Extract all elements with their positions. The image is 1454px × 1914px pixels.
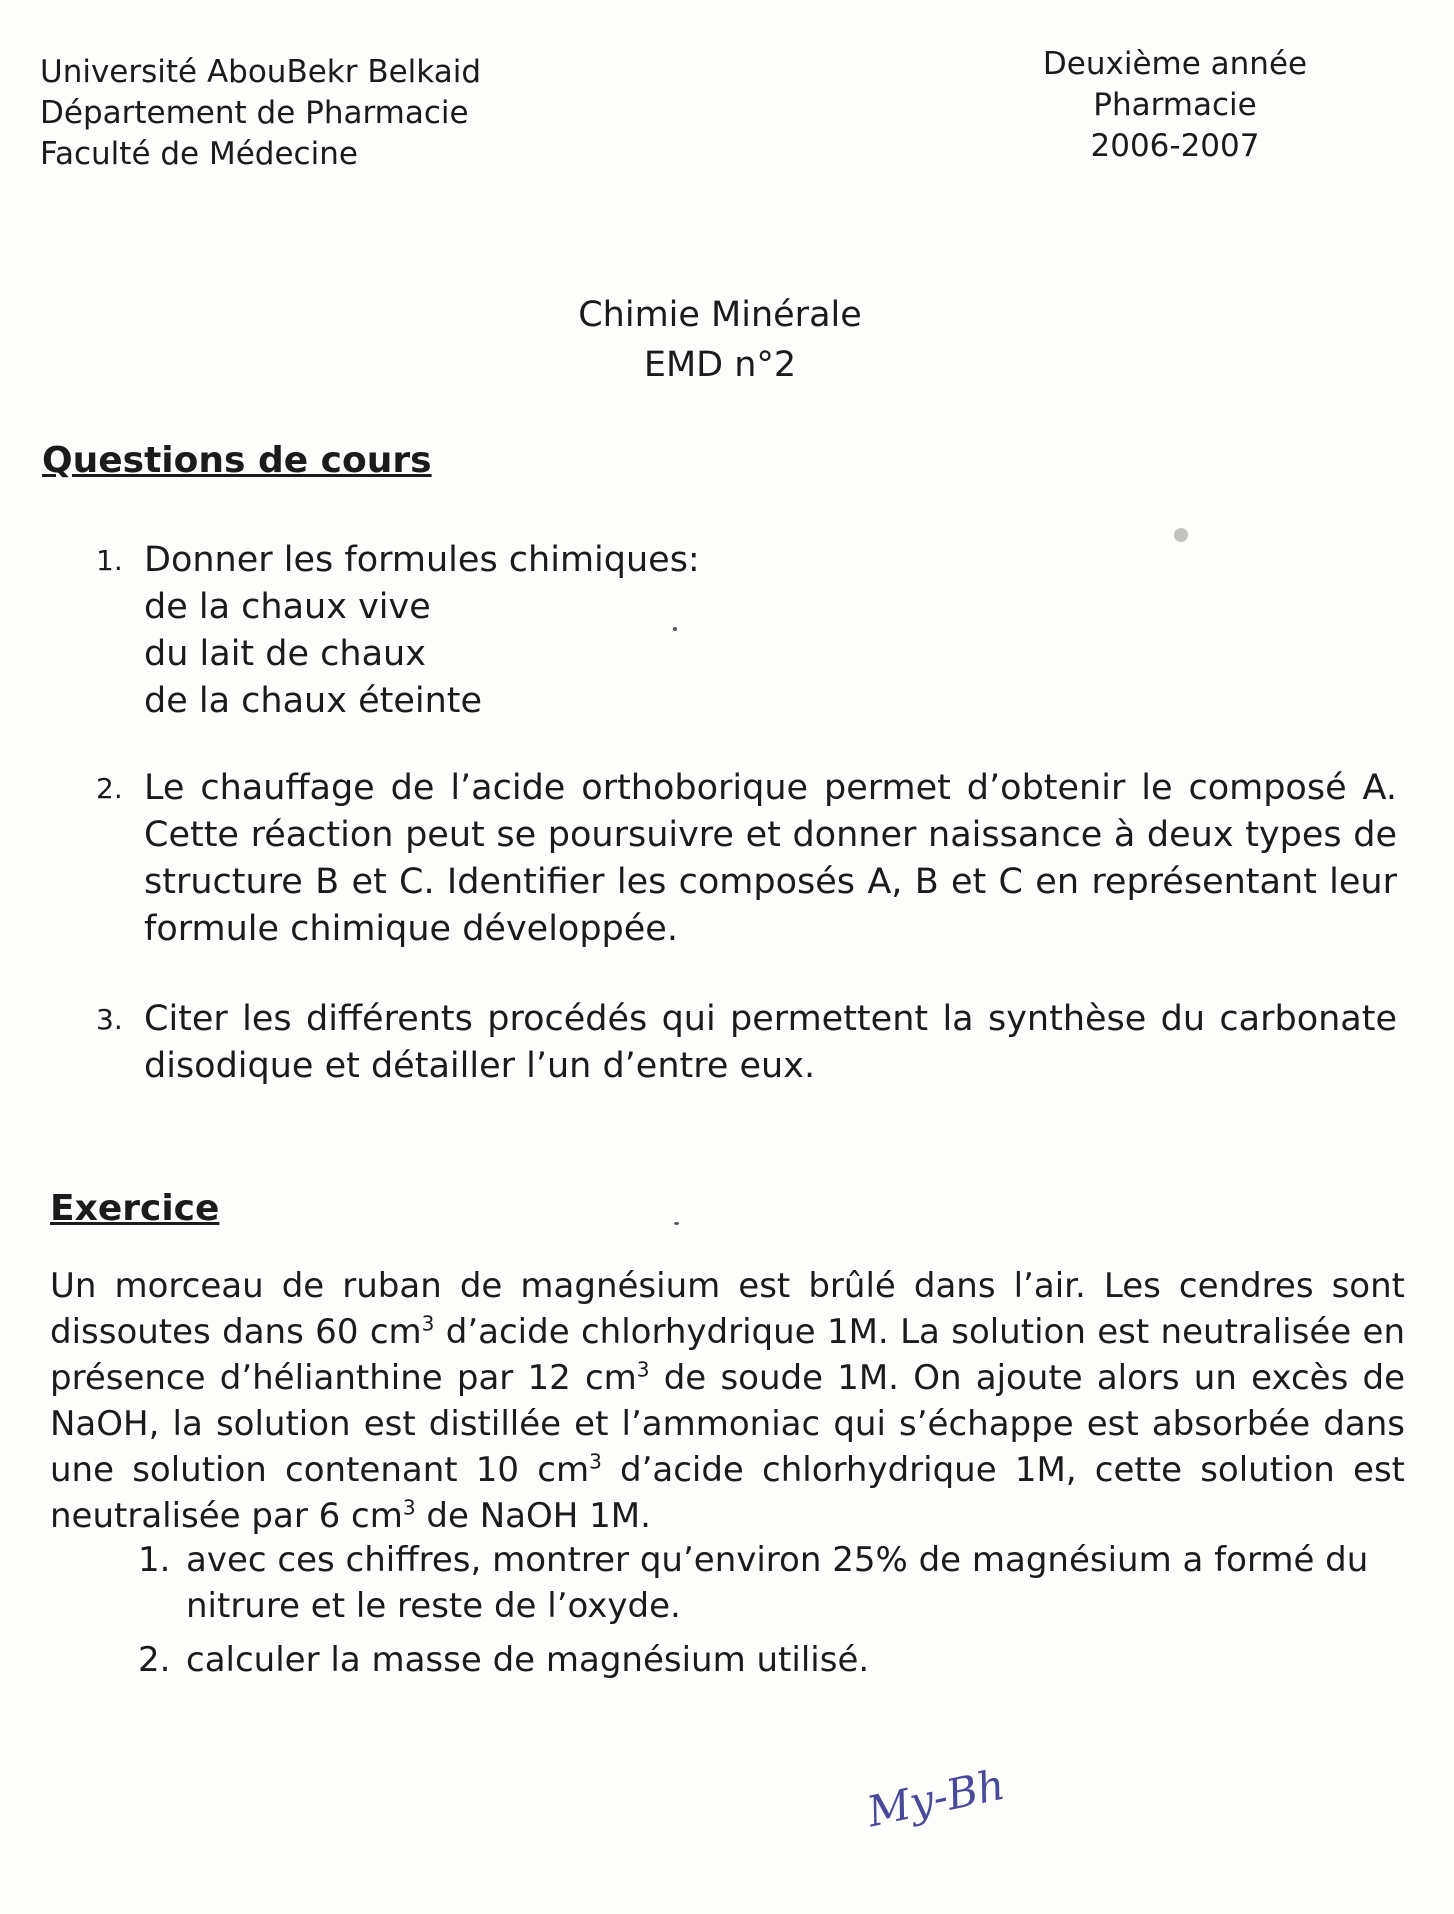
institution-header [40,52,481,175]
subject-title: Chimie Minérale [578,295,862,335]
ink-smudge [1174,528,1188,542]
question-1-line: du lait de chaux [144,634,426,674]
exercise-text-part: Un morceau de ruban de magnésium est brûlé dans l’air. Les cendres sont dissoutes dans 60 cm [50,1266,1405,1352]
faculty-name: Faculté de Médecine [40,136,358,172]
question-3-number: 3. [96,1003,123,1036]
year-header [960,44,1390,167]
handwritten-signature: My-Bh [862,1759,1009,1837]
exercise-text-part: d’acide chlorhydrique 1M. La solution est neutralisée en présence d’hélianthine par 12 cm [50,1312,1405,1398]
exercise-question-2-number: 2. [138,1640,171,1680]
exercise-heading: Exercice [50,1188,220,1229]
exercise-text-part: de soude 1M. On ajoute alors un excès de NaOH, la solution est distillée et l’ammoniac qui s’échappe est absorbée dans une solution contenant 10 cm [50,1358,1406,1490]
ink-dot [674,1222,679,1225]
question-3-text: Citer les différents procédés qui permettent la synthèse du carbonate disodique et détailler l’un d’entre eux. [144,999,1397,1086]
exercise-statement [50,1263,1405,1539]
university-name: Université AbouBekr Belkaid [40,54,481,90]
exercise-question-2-text: calculer la masse de magnésium utilisé. [186,1640,870,1680]
question-2-number: 2. [96,772,123,805]
question-1-line: de la chaux éteinte [144,681,483,721]
question-2-text: Le chauffage de l’acide orthoborique permet d’obtenir le composé A. Cette réaction peut se poursuivre et donner naissance à deux types de structure B et C. Identifier les composés A, B et C en représentant leur formule chimique développée. [144,768,1397,949]
question-1-line: Donner les formules chimiques: [144,540,700,580]
exercise-question-1-number: 1. [138,1540,171,1580]
exercise-question-1-text: avec ces chiffres, montrer qu’environ 25% de magnésium a formé du nitrure et le reste de l’oxyde. [186,1540,1369,1626]
exercise-text-part: de NaOH 1M. [415,1496,651,1536]
academic-year: 2006-2007 [1090,128,1260,164]
exam-title [520,290,920,390]
department-name: Département de Pharmacie [40,95,469,131]
exponent: 3 [402,1495,416,1520]
exam-number: EMD n°2 [643,345,797,385]
question-1-text [144,537,844,725]
exponent: 3 [589,1449,602,1474]
study-year: Deuxième année Pharmacie [1042,46,1308,123]
exponent: 3 [636,1357,650,1382]
question-1-number: 1. [96,544,123,577]
question-1-line: de la chaux vive [144,587,431,627]
questions-heading: Questions de cours [42,440,432,481]
exponent: 3 [421,1311,435,1336]
ink-dot [673,627,677,631]
exercise-text-part: d’acide chlorhydrique 1M, cette solution est neutralisée par 6 cm [50,1450,1405,1536]
